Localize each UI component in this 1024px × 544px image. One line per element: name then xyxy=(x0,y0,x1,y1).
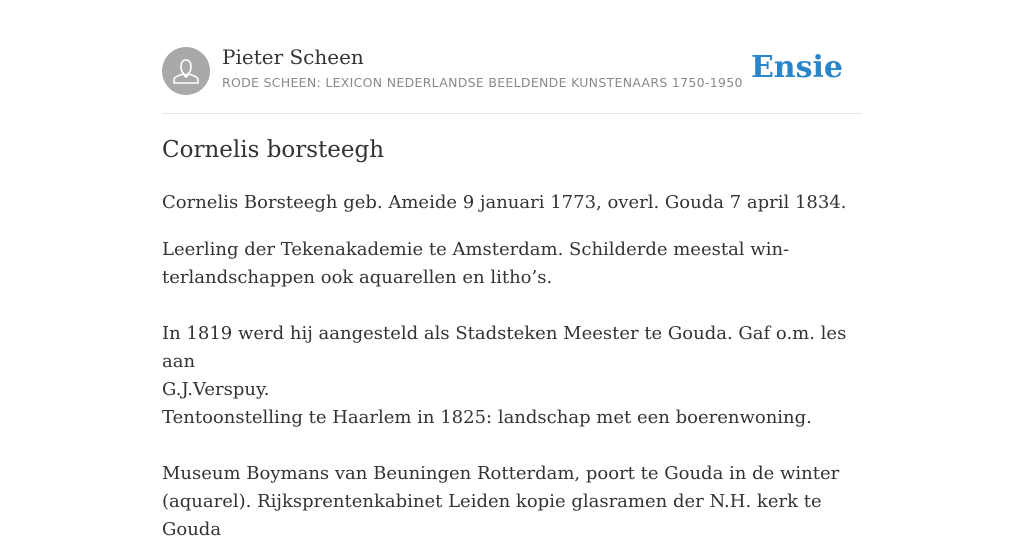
page-title: Cornelis borsteegh xyxy=(162,137,385,163)
paragraph-line: Museum Boymans van Beuningen Rotterdam, poort te Gouda in de winter xyxy=(162,463,840,484)
brand-logo[interactable]: Ensie xyxy=(750,50,843,85)
avatar[interactable] xyxy=(162,47,210,95)
paragraph-line: terlandschappen ook aquarellen en litho’s. xyxy=(162,267,553,288)
user-silhouette-icon xyxy=(162,47,210,95)
paragraph-exhibition xyxy=(162,404,852,432)
paragraph-line: Leerling der Tekenakademie te Amsterdam. Schilderde meestal win- xyxy=(162,239,790,260)
paragraph-line: Tentoonstelling te Haarlem in 1825: landschap met een boerenwoning. xyxy=(162,407,812,428)
paragraph-line: In 1819 werd hij aangesteld als Stadsteken Meester te Gouda. Gaf o.m. les aan xyxy=(162,323,847,372)
paragraph-line: (aquarel). Rijksprentenkabinet Leiden kopie glasramen der N.H. kerk te Gouda xyxy=(162,491,822,540)
page-header xyxy=(162,0,862,114)
source-title[interactable]: RODE SCHEEN: LEXICON NEDERLANDSE BEELDENDE KUNSTENAARS 1750-1950 xyxy=(222,75,743,90)
paragraph-training xyxy=(162,236,852,292)
paragraph-collections xyxy=(162,460,852,544)
paragraph-line: Cornelis Borsteegh geb. Ameide 9 januari 1773, overl. Gouda 7 april 1834. xyxy=(162,192,847,213)
content-container xyxy=(162,0,862,540)
paragraph-birth xyxy=(162,189,852,217)
paragraph-appointment xyxy=(162,320,852,404)
author-name[interactable]: Pieter Scheen xyxy=(222,45,364,69)
paragraph-line: G.J.Verspuy. xyxy=(162,379,270,400)
